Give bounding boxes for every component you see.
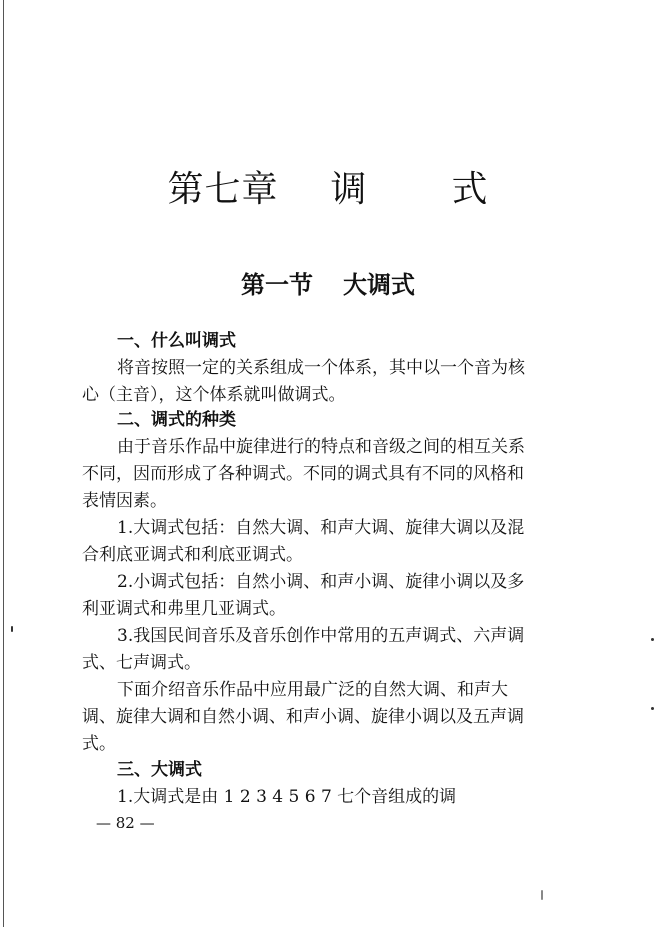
- heading-what-is-mode: 一、什么叫调式: [117, 331, 236, 351]
- heading-major-mode: 三、大调式: [117, 760, 202, 780]
- scan-speck: [11, 626, 13, 632]
- paragraph-line: 合利底亚调式和利底亚调式。: [82, 545, 303, 565]
- section-name: 大调式: [343, 270, 415, 299]
- paragraph-line: 下面介绍音乐作品中应用最广泛的自然大调、和声大: [117, 680, 508, 700]
- paragraph-line: 式、七声调式。: [82, 653, 201, 673]
- scan-speck: [651, 638, 654, 641]
- paragraph-line: 表情因素。: [82, 491, 167, 511]
- paragraph-line: 1.大调式是由 1 2 3 4 5 6 7 七个音组成的调: [117, 787, 457, 807]
- paragraph-line: 由于音乐作品中旋律进行的特点和音级之间的相互关系: [117, 437, 525, 457]
- section-number: 第一节: [241, 270, 313, 299]
- paragraph-line: 不同，因而形成了各种调式。不同的调式具有不同的风格和: [82, 464, 524, 484]
- page-edge-line: [3, 0, 4, 927]
- scan-speck: [541, 890, 543, 900]
- list-item-major: 1.大调式包括：自然大调、和声大调、旋律大调以及混: [117, 518, 525, 538]
- chapter-title-word-1: 调: [330, 169, 368, 210]
- scan-speck: [651, 707, 654, 710]
- chapter-title-word-2: 式: [451, 169, 489, 210]
- paragraph-line: 调、旋律大调和自然小调、和声小调、旋律小调以及五声调: [82, 707, 524, 727]
- list-item-chinese-modes: 3.我国民间音乐及音乐创作中常用的五声调式、六声调: [117, 626, 525, 646]
- paragraph-line: 心（主音），这个体系就叫做调式。: [82, 385, 346, 405]
- chapter-title: [0, 166, 656, 214]
- paragraph-line: 将音按照一定的关系组成一个体系，其中以一个音为核: [117, 358, 525, 378]
- page-number: — 82 —: [96, 814, 155, 832]
- section-title: [0, 268, 656, 302]
- heading-mode-types: 二、调式的种类: [117, 410, 236, 430]
- chapter-number: 第七章: [167, 169, 279, 210]
- paragraph-line: 利亚调式和弗里几亚调式。: [82, 599, 286, 619]
- list-item-minor: 2.小调式包括：自然小调、和声小调、旋律小调以及多: [117, 572, 525, 592]
- paragraph-line: 式。: [82, 734, 116, 754]
